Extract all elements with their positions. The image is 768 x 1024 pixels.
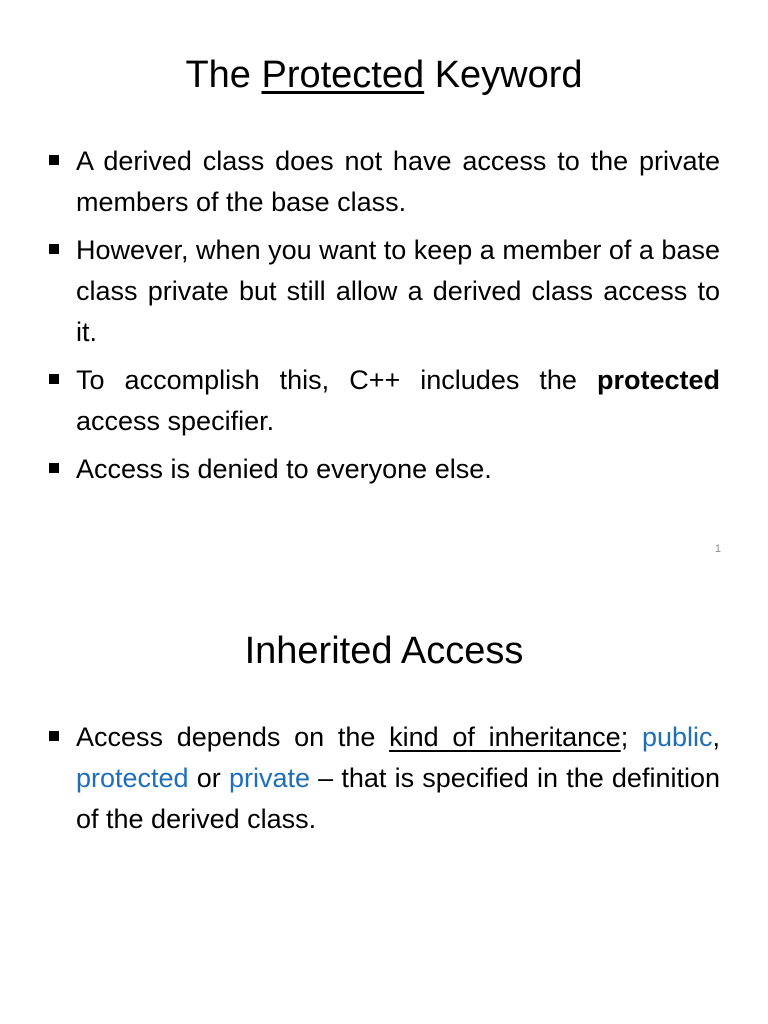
slide-title: Inherited Access [244,630,524,672]
or-separator: or [188,763,229,793]
bullet-text-prefix: To accomplish this, C++ includes the [76,365,597,395]
page-number: 1 [714,543,721,555]
title-suffix: Keyword [424,54,583,96]
bullet-text-suffix: access specifier. [76,406,275,436]
bullet-item [76,717,720,840]
comma-separator: , [712,722,720,752]
bullet-text: Access is denied to everyone else. [76,454,492,484]
slide-inherited-access [0,576,768,1024]
slide-title [0,52,768,98]
bullet-list [0,717,768,847]
bullet-text: A derived class does not have access to the private members of the base class. [76,146,720,217]
bullet-item [76,230,720,353]
title-keyword-underlined: Protected [261,54,425,96]
keyword-protected: protected [76,763,189,793]
bullet-item [76,360,720,442]
keyword-public: public [641,722,713,752]
square-bullet-icon [49,244,59,254]
bullet-item [76,449,720,490]
bullet-underlined-phrase: kind of inheritance [389,722,621,752]
keyword-private: private [228,763,310,793]
bullet-text-prefix: Access depends on the [76,722,390,752]
square-bullet-icon [49,463,59,473]
bullet-list [0,141,768,497]
title-prefix: The [185,54,262,96]
bullet-semicolon: ; [620,722,629,752]
bullet-text-suffix: – that is specified in the definition of the derived class. [76,763,720,834]
bullet-item [76,141,720,223]
bullet-keyword-bold: protected [596,365,720,395]
square-bullet-icon [49,155,59,165]
square-bullet-icon [49,731,59,741]
square-bullet-icon [49,374,59,384]
bullet-text: However, when you want to keep a member of a base class private but still allow a derived class access to it. [76,235,720,347]
